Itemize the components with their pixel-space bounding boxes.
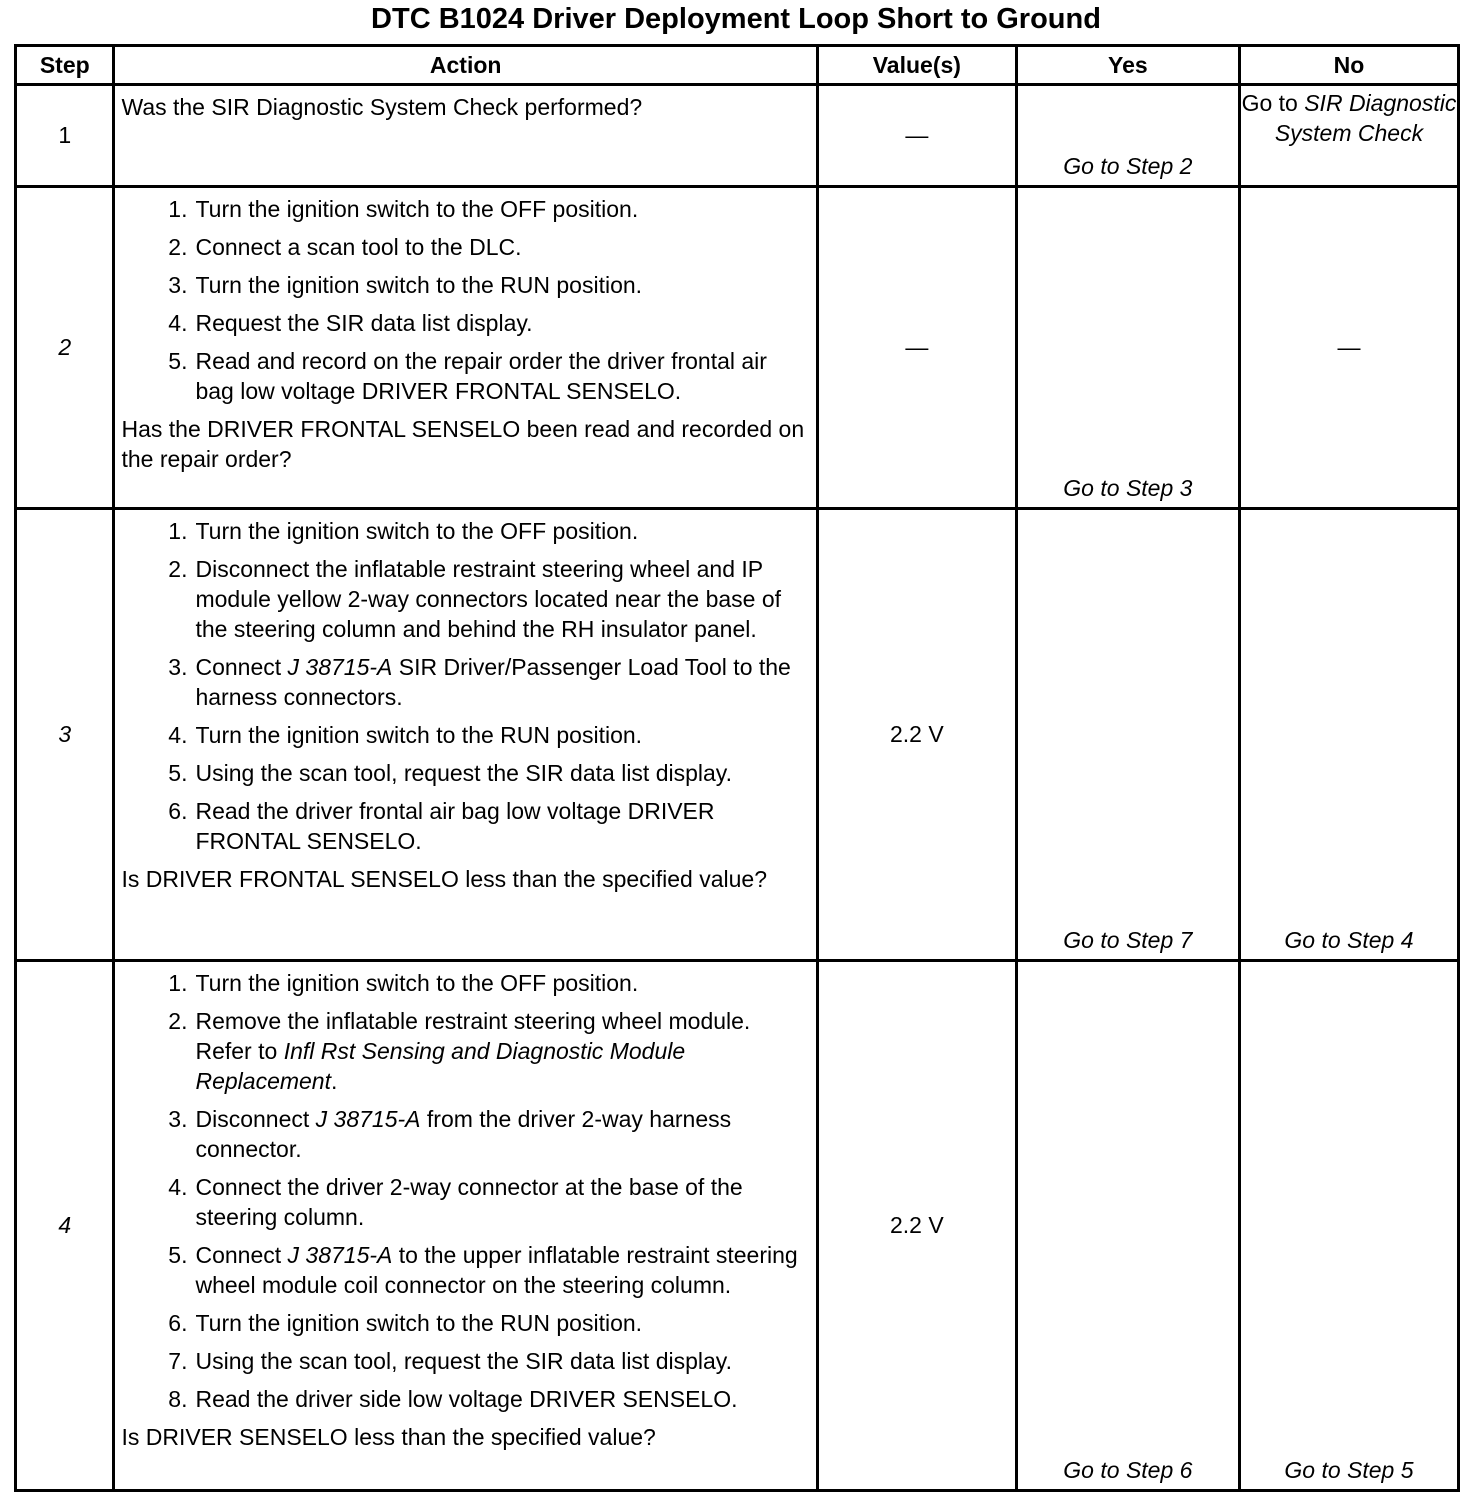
diagnostic-table: [14, 44, 1460, 1492]
step-number: 3: [16, 509, 114, 961]
step-number: 4: [16, 961, 114, 1491]
action-list: [121, 516, 809, 856]
value-cell: 2.2 V: [817, 509, 1016, 961]
list-item: 4. Connect the driver 2-way connector at the base of the steering column.: [168, 1174, 743, 1230]
list-item: 4. Turn the ignition switch to the RUN position.: [168, 722, 643, 748]
no-cell: Go to Step 5: [1239, 961, 1458, 1491]
no-cell: —: [1239, 187, 1458, 509]
table-row-step-2: [16, 187, 1459, 509]
header-no: No: [1239, 46, 1458, 85]
yes-cell: Go to Step 2: [1016, 85, 1239, 187]
action-cell: [114, 509, 817, 961]
step-number: 1: [16, 85, 114, 187]
no-reference: SIR Diagnostic System Check: [1274, 90, 1457, 146]
header-row: [16, 46, 1459, 85]
list-item: 4. Request the SIR data list display.: [168, 310, 533, 336]
yes-cell: Go to Step 7: [1016, 509, 1239, 961]
page-title: DTC B1024 Driver Deployment Loop Short to Ground: [371, 3, 1101, 35]
header-values: Value(s): [817, 46, 1016, 85]
value-cell: —: [817, 85, 1016, 187]
action-cell: [114, 961, 817, 1491]
list-item: 5. Connect J 38715-A to the upper inflatable restraint steering wheel module coil connector on the steering column.: [168, 1242, 798, 1298]
header-yes: Yes: [1016, 46, 1239, 85]
list-item: 3. Turn the ignition switch to the RUN position.: [168, 272, 643, 298]
yes-cell: Go to Step 3: [1016, 187, 1239, 509]
question-text: Is DRIVER FRONTAL SENSELO less than the specified value?: [121, 866, 768, 892]
table-row-step-3: [16, 509, 1459, 961]
tool-reference: J 38715-A: [287, 654, 393, 680]
action-list: [121, 194, 809, 406]
list-item: 7. Using the scan tool, request the SIR data list display.: [168, 1348, 732, 1374]
action-cell: [114, 187, 817, 509]
list-item: 2. Disconnect the inflatable restraint steering wheel and IP module yellow 2-way connectors located near the base of the steering column and behind the RH insulator panel.: [168, 556, 782, 642]
tool-reference: J 38715-A: [287, 1242, 393, 1268]
list-item: 1. Turn the ignition switch to the OFF position.: [168, 970, 639, 996]
list-item: 1. Turn the ignition switch to the OFF position.: [168, 518, 639, 544]
yes-cell: Go to Step 6: [1016, 961, 1239, 1491]
list-item: 6. Turn the ignition switch to the RUN position.: [168, 1310, 643, 1336]
list-item: 3. Connect J 38715-A SIR Driver/Passenger Load Tool to the harness connectors.: [168, 654, 791, 710]
list-item: 6. Read the driver frontal air bag low voltage DRIVER FRONTAL SENSELO.: [168, 798, 715, 854]
no-cell: [1239, 85, 1458, 187]
procedure-reference: Infl Rst Sensing and Diagnostic Module Replacement: [195, 1038, 686, 1094]
header-step: Step: [16, 46, 114, 85]
list-item: 8. Read the driver side low voltage DRIVER SENSELO.: [168, 1386, 738, 1412]
list-item: 3. Disconnect J 38715-A from the driver 2-way harness connector.: [168, 1106, 732, 1162]
question-text: Is DRIVER SENSELO less than the specified value?: [121, 1424, 656, 1450]
no-cell: Go to Step 4: [1239, 509, 1458, 961]
list-item: 2. Remove the inflatable restraint steering wheel module. Refer to Infl Rst Sensing and Diagnostic Module Replacement.: [168, 1008, 751, 1094]
action-list: [121, 968, 809, 1414]
header-action: Action: [114, 46, 817, 85]
value-cell: 2.2 V: [817, 961, 1016, 1491]
step-number: 2: [16, 187, 114, 509]
value-cell: —: [817, 187, 1016, 509]
table-row-step-1: [16, 85, 1459, 187]
question-text: Was the SIR Diagnostic System Check performed?: [121, 94, 643, 120]
table-row-step-4: [16, 961, 1459, 1491]
list-item: 2. Connect a scan tool to the DLC.: [168, 234, 522, 260]
tool-reference: J 38715-A: [315, 1106, 421, 1132]
list-item: 5. Using the scan tool, request the SIR data list display.: [168, 760, 732, 786]
no-prefix: Go to: [1241, 90, 1298, 116]
question-text: Has the DRIVER FRONTAL SENSELO been read and recorded on the repair order?: [121, 416, 805, 472]
action-cell: [114, 85, 817, 187]
list-item: 1. Turn the ignition switch to the OFF position.: [168, 196, 639, 222]
list-item: 5. Read and record on the repair order the driver frontal air bag low voltage DRIVER FRONTAL SENSELO.: [168, 348, 767, 404]
